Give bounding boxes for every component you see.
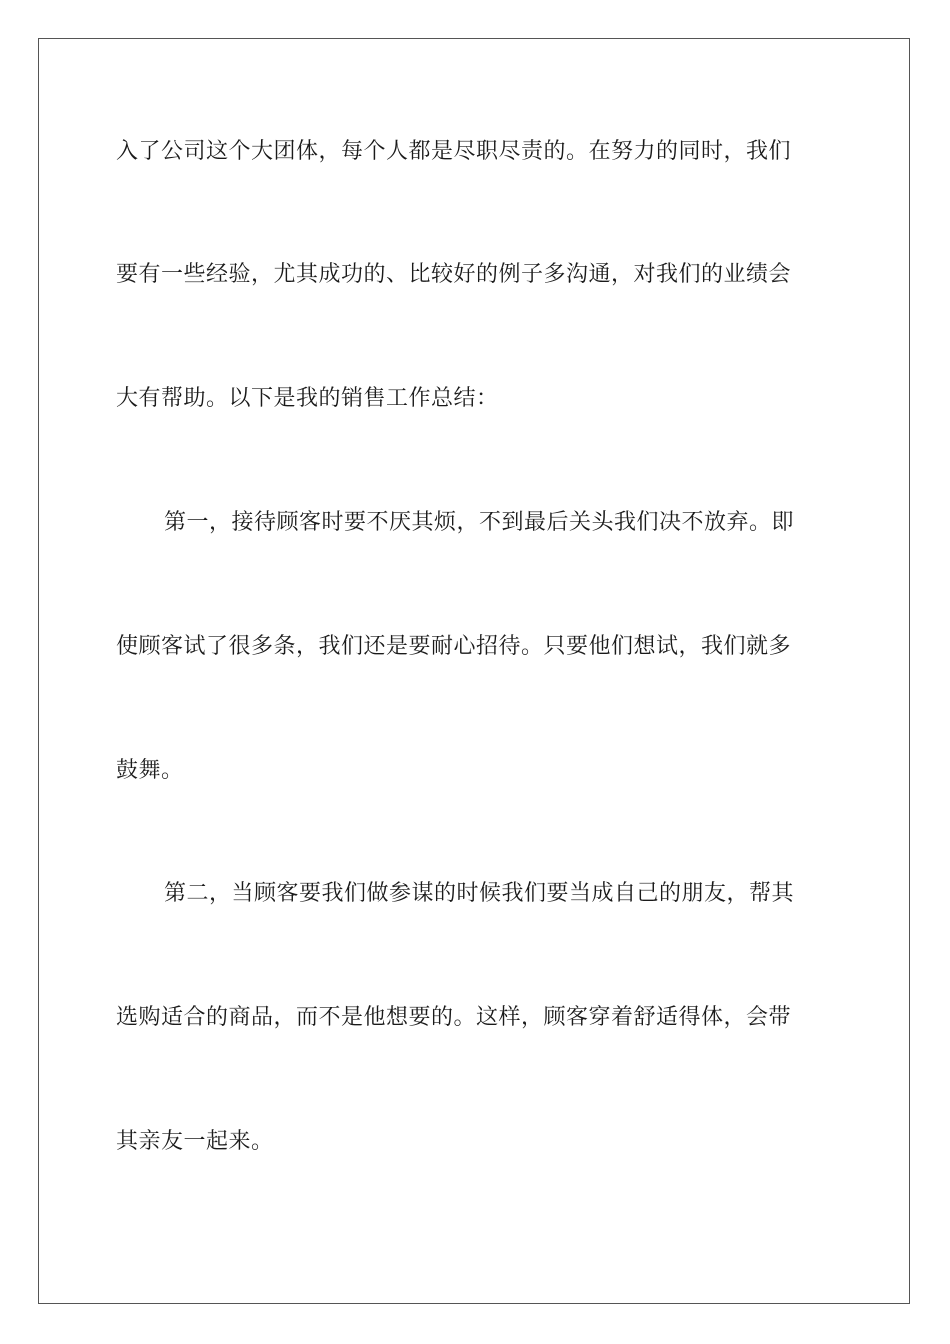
text-line: 选购适合的商品，而不是他想要的。这样，顾客穿着舒适得体，会带: [116, 1005, 792, 1030]
page-border: [38, 38, 910, 1304]
text-line: 鼓舞。: [116, 758, 184, 783]
paragraph-start-line: 第一，接待顾客时要不厌其烦，不到最后关头我们决不放弃。即: [164, 510, 795, 535]
text-line: 使顾客试了很多条，我们还是要耐心招待。只要他们想试，我们就多: [116, 634, 792, 659]
text-line: 其亲友一起来。: [116, 1129, 274, 1154]
text-line: 要有一些经验，尤其成功的、比较好的例子多沟通，对我们的业绩会: [116, 262, 792, 287]
paragraph-start-line: 第二，当顾客要我们做参谋的时候我们要当成自己的朋友，帮其: [164, 881, 795, 906]
text-line: 入了公司这个大团体，每个人都是尽职尽责的。在努力的同时，我们: [116, 139, 792, 164]
text-line: 大有帮助。以下是我的销售工作总结：: [116, 386, 499, 411]
